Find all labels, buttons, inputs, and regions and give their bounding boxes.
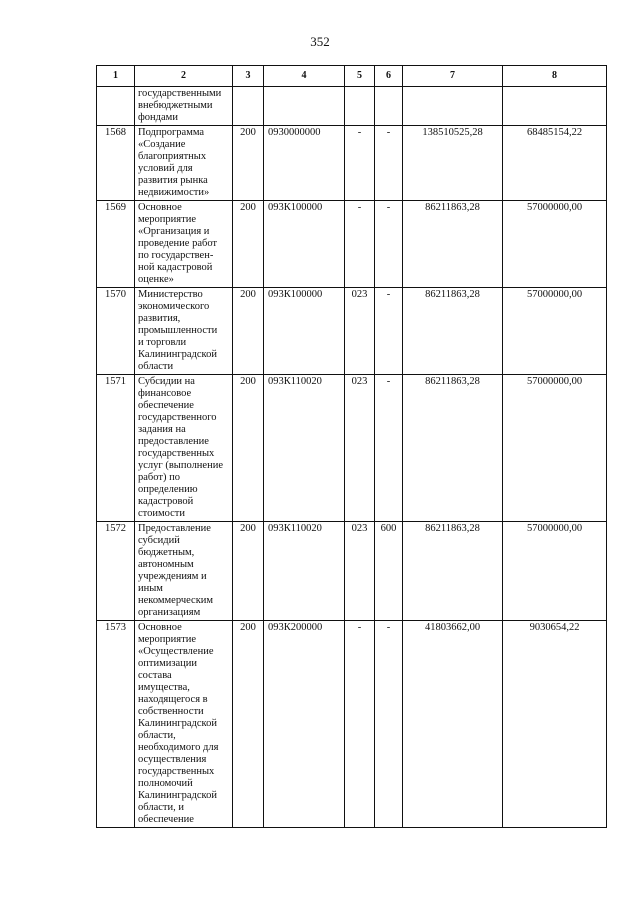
row-code: 093К110020 [264,375,345,522]
table-row [97,201,607,288]
row-col5: - [345,621,375,828]
table-row [97,288,607,375]
row-amount-1: 86211863,28 [403,375,503,522]
col-header-6: 6 [375,66,403,87]
row-col6: 600 [375,522,403,621]
row-code: 093К110020 [264,522,345,621]
row-number: 1569 [97,201,135,288]
row-col3: 200 [233,201,264,288]
row-amount-2: 57000000,00 [503,375,607,522]
row-col5 [345,87,375,126]
row-amount-1: 86211863,28 [403,522,503,621]
row-name: Подпрограмма «Создание благоприятных условий для развития рынка недвижимости» [135,126,233,201]
row-code: 093К100000 [264,201,345,288]
row-col3: 200 [233,375,264,522]
page-number: 352 [310,34,330,49]
budget-table [96,65,607,828]
table-row [97,621,607,828]
row-number: 1568 [97,126,135,201]
row-col6: - [375,288,403,375]
row-amount-1: 86211863,28 [403,201,503,288]
row-code: 093К100000 [264,288,345,375]
row-amount-2: 57000000,00 [503,288,607,375]
col-header-3: 3 [233,66,264,87]
header-row [97,66,607,87]
row-amount-2: 68485154,22 [503,126,607,201]
row-col6: - [375,201,403,288]
row-amount-2: 9030654,22 [503,621,607,828]
row-number: 1570 [97,288,135,375]
row-name: Субсидии на финансовое обеспечение государственного задания на предоставление государственных услуг (выполнение работ) по определению кадастровой стоимости [135,375,233,522]
row-col3: 200 [233,621,264,828]
row-code: 0930000000 [264,126,345,201]
row-amount-1: 41803662,00 [403,621,503,828]
row-number [97,87,135,126]
row-amount-1 [403,87,503,126]
row-col6 [375,87,403,126]
row-code: 093К200000 [264,621,345,828]
row-col3: 200 [233,522,264,621]
col-header-1: 1 [97,66,135,87]
col-header-8: 8 [503,66,607,87]
row-col5: 023 [345,522,375,621]
row-col6: - [375,621,403,828]
row-col5: - [345,126,375,201]
row-number: 1571 [97,375,135,522]
row-col6: - [375,126,403,201]
row-code [264,87,345,126]
row-col5: 023 [345,288,375,375]
row-amount-1: 86211863,28 [403,288,503,375]
col-header-7: 7 [403,66,503,87]
table-row [97,87,607,126]
row-col3 [233,87,264,126]
row-amount-2: 57000000,00 [503,201,607,288]
col-header-2: 2 [135,66,233,87]
row-col5: - [345,201,375,288]
row-col3: 200 [233,288,264,375]
row-name: Министерство экономического развития, промышленности и торговли Калининградской области [135,288,233,375]
row-col3: 200 [233,126,264,201]
row-amount-2 [503,87,607,126]
row-col5: 023 [345,375,375,522]
table-row [97,522,607,621]
row-name: государственными внебюджетными фондами [135,87,233,126]
row-number: 1572 [97,522,135,621]
row-amount-2: 57000000,00 [503,522,607,621]
row-col6: - [375,375,403,522]
row-amount-1: 138510525,28 [403,126,503,201]
row-name: Предоставление субсидий бюджетным, автономным учреждениям и иным некоммерческим организациям [135,522,233,621]
row-name: Основное мероприятие «Организация и проведение работ по государствен- ной кадастровой оценке» [135,201,233,288]
table-row [97,126,607,201]
col-header-5: 5 [345,66,375,87]
table-row [97,375,607,522]
row-name: Основное мероприятие «Осуществление оптимизации состава имущества, находящегося в собственности Калининградской области, необходимого для осуществления государственных полномочий Калининградской области, и обеспечение [135,621,233,828]
row-number: 1573 [97,621,135,828]
col-header-4: 4 [264,66,345,87]
